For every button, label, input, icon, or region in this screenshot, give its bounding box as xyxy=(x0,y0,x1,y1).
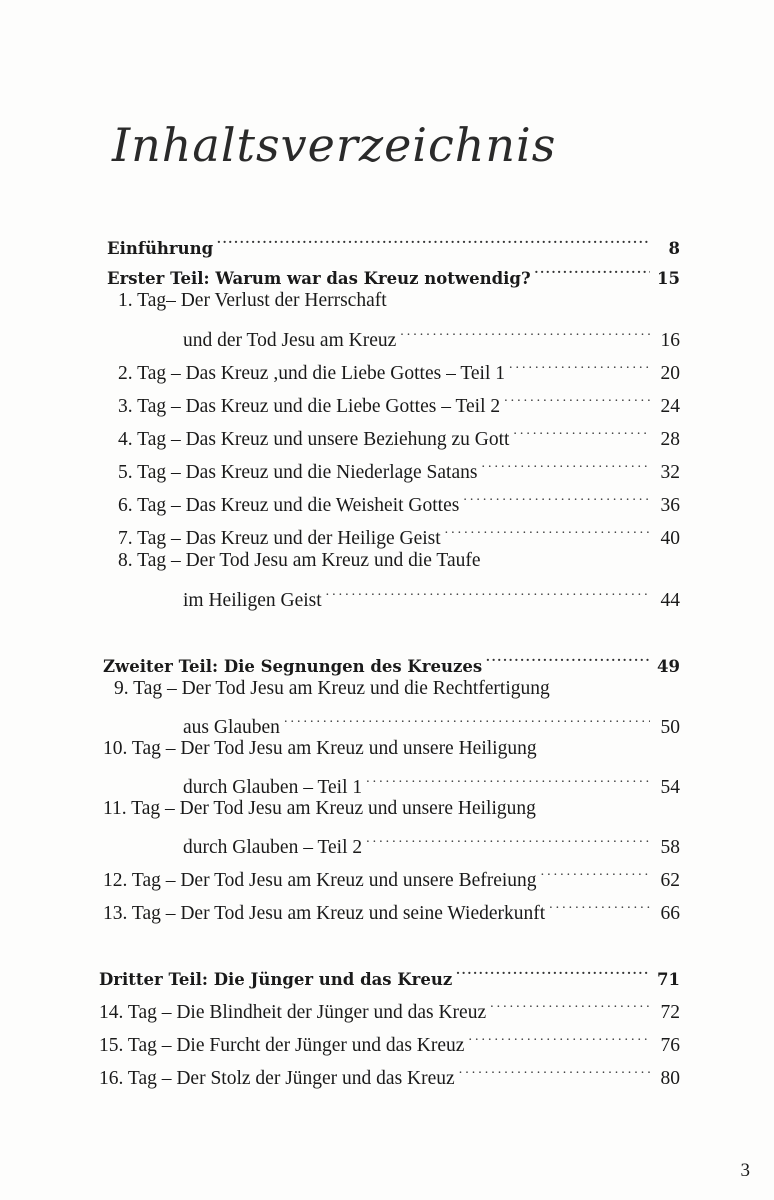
toc-entry-day-9-line-1: 9. Tag – Der Tod Jesu am Kreuz und die Rechtfertigung xyxy=(114,678,550,699)
toc-entry-page: 76 xyxy=(660,1035,680,1056)
dot-leader xyxy=(400,316,650,346)
dot-leader xyxy=(481,448,650,478)
toc-entry-day-5[interactable] xyxy=(118,448,680,483)
dot-leader xyxy=(284,703,650,733)
toc-entry-day-8[interactable] xyxy=(183,576,680,611)
toc-entry-intro[interactable] xyxy=(107,224,680,258)
dot-leader xyxy=(459,1054,650,1084)
toc-entry-part-2[interactable] xyxy=(103,642,680,676)
toc-entry-page: 40 xyxy=(660,528,680,549)
toc-entry-day-15[interactable] xyxy=(99,1021,680,1056)
dot-leader xyxy=(217,224,650,254)
toc-entry-label: 2. Tag – Das Kreuz ,und die Liebe Gottes – Teil 1 xyxy=(118,363,506,384)
toc-entry-label: Zweiter Teil: Die Segnungen des Kreuzes xyxy=(103,657,483,676)
toc-entry-part-3[interactable] xyxy=(99,955,680,989)
page-number: 3 xyxy=(740,1160,750,1181)
dot-leader xyxy=(463,481,650,511)
toc-entry-page: 49 xyxy=(657,657,680,676)
toc-entry-label: im Heiligen Geist xyxy=(183,590,322,611)
toc-entry-page: 20 xyxy=(660,363,680,384)
toc-entry-page: 32 xyxy=(660,462,680,483)
toc-entry-label: Einführung xyxy=(107,239,214,258)
toc-entry-page: 44 xyxy=(660,590,680,611)
toc-entry-day-1[interactable] xyxy=(183,316,680,351)
toc-entry-page: 66 xyxy=(660,903,680,924)
toc-entry-day-14[interactable] xyxy=(99,988,680,1023)
dot-leader xyxy=(326,576,650,606)
toc-entry-day-8-line-1: 8. Tag – Der Tod Jesu am Kreuz und die Taufe xyxy=(118,550,481,571)
dot-leader xyxy=(509,349,650,379)
toc-title: Inhaltsverzeichnis xyxy=(112,118,557,172)
toc-entry-day-16[interactable] xyxy=(99,1054,680,1089)
toc-entry-label: 16. Tag – Der Stolz der Jünger und das Kreuz xyxy=(99,1068,455,1089)
toc-entry-page: 28 xyxy=(660,429,680,450)
toc-entry-label: 14. Tag – Die Blindheit der Jünger und das Kreuz xyxy=(99,1002,487,1023)
toc-entry-page: 80 xyxy=(660,1068,680,1089)
dot-leader xyxy=(504,382,650,412)
toc-entry-label: Dritter Teil: Die Jünger und das Kreuz xyxy=(99,970,453,989)
toc-entry-label: 15. Tag – Die Furcht der Jünger und das Kreuz xyxy=(99,1035,465,1056)
dot-leader xyxy=(541,856,650,886)
toc-entry-label: 6. Tag – Das Kreuz und die Weisheit Gottes xyxy=(118,495,460,516)
toc-entry-part-1[interactable] xyxy=(107,254,680,288)
toc-entry-page: 16 xyxy=(660,330,680,351)
toc-entry-label: durch Glauben – Teil 2 xyxy=(183,837,363,858)
toc-entry-label: 3. Tag – Das Kreuz und die Liebe Gottes – Teil 2 xyxy=(118,396,501,417)
toc-entry-day-9[interactable] xyxy=(183,703,680,738)
toc-entry-label: 12. Tag – Der Tod Jesu am Kreuz und unsere Befreiung xyxy=(103,870,537,891)
toc-entry-day-12[interactable] xyxy=(103,856,680,891)
toc-entry-label: 4. Tag – Das Kreuz und unsere Beziehung zu Gott xyxy=(118,429,510,450)
toc-entry-day-10-line-1: 10. Tag – Der Tod Jesu am Kreuz und unsere Heiligung xyxy=(103,738,537,759)
toc-entry-label: durch Glauben – Teil 1 xyxy=(183,777,363,798)
toc-entry-page: 54 xyxy=(660,777,680,798)
toc-entry-day-2[interactable] xyxy=(118,349,680,384)
toc-entry-page: 15 xyxy=(657,269,680,288)
toc-entry-label: 5. Tag – Das Kreuz und die Niederlage Satans xyxy=(118,462,478,483)
toc-entry-day-6[interactable] xyxy=(118,481,680,516)
toc-entry-label: aus Glauben xyxy=(183,717,280,738)
toc-entry-page: 72 xyxy=(660,1002,680,1023)
dot-leader xyxy=(468,1021,650,1051)
toc-entry-day-3[interactable] xyxy=(118,382,680,417)
toc-entry-label: Erster Teil: Warum war das Kreuz notwendig? xyxy=(107,269,531,288)
toc-entry-page: 24 xyxy=(660,396,680,417)
toc-entry-day-4[interactable] xyxy=(118,415,680,450)
toc-entry-label: und der Tod Jesu am Kreuz xyxy=(183,330,397,351)
dot-leader xyxy=(366,823,650,853)
dot-leader xyxy=(486,642,650,672)
dot-leader xyxy=(535,254,650,284)
toc-entry-page: 8 xyxy=(668,239,680,258)
dot-leader xyxy=(366,763,650,793)
toc-entry-page: 36 xyxy=(660,495,680,516)
toc-entry-day-10[interactable] xyxy=(183,763,680,798)
dot-leader xyxy=(490,988,650,1018)
dot-leader xyxy=(549,889,650,919)
toc-entry-day-11[interactable] xyxy=(183,823,680,858)
toc-entry-page: 50 xyxy=(660,717,680,738)
toc-entry-day-11-line-1: 11. Tag – Der Tod Jesu am Kreuz und unsere Heiligung xyxy=(103,798,536,819)
dot-leader xyxy=(513,415,650,445)
toc-entry-page: 58 xyxy=(660,837,680,858)
dot-leader xyxy=(456,955,650,985)
toc-entry-day-7[interactable] xyxy=(118,514,680,549)
toc-entry-page: 62 xyxy=(660,870,680,891)
toc-entry-day-1-line-1: 1. Tag– Der Verlust der Herrschaft xyxy=(118,290,387,311)
toc-entry-label: 13. Tag – Der Tod Jesu am Kreuz und seine Wiederkunft xyxy=(103,903,546,924)
toc-entry-day-13[interactable] xyxy=(103,889,680,924)
toc-entry-page: 71 xyxy=(657,970,680,989)
toc-entry-label: 7. Tag – Das Kreuz und der Heilige Geist xyxy=(118,528,441,549)
dot-leader xyxy=(445,514,650,544)
